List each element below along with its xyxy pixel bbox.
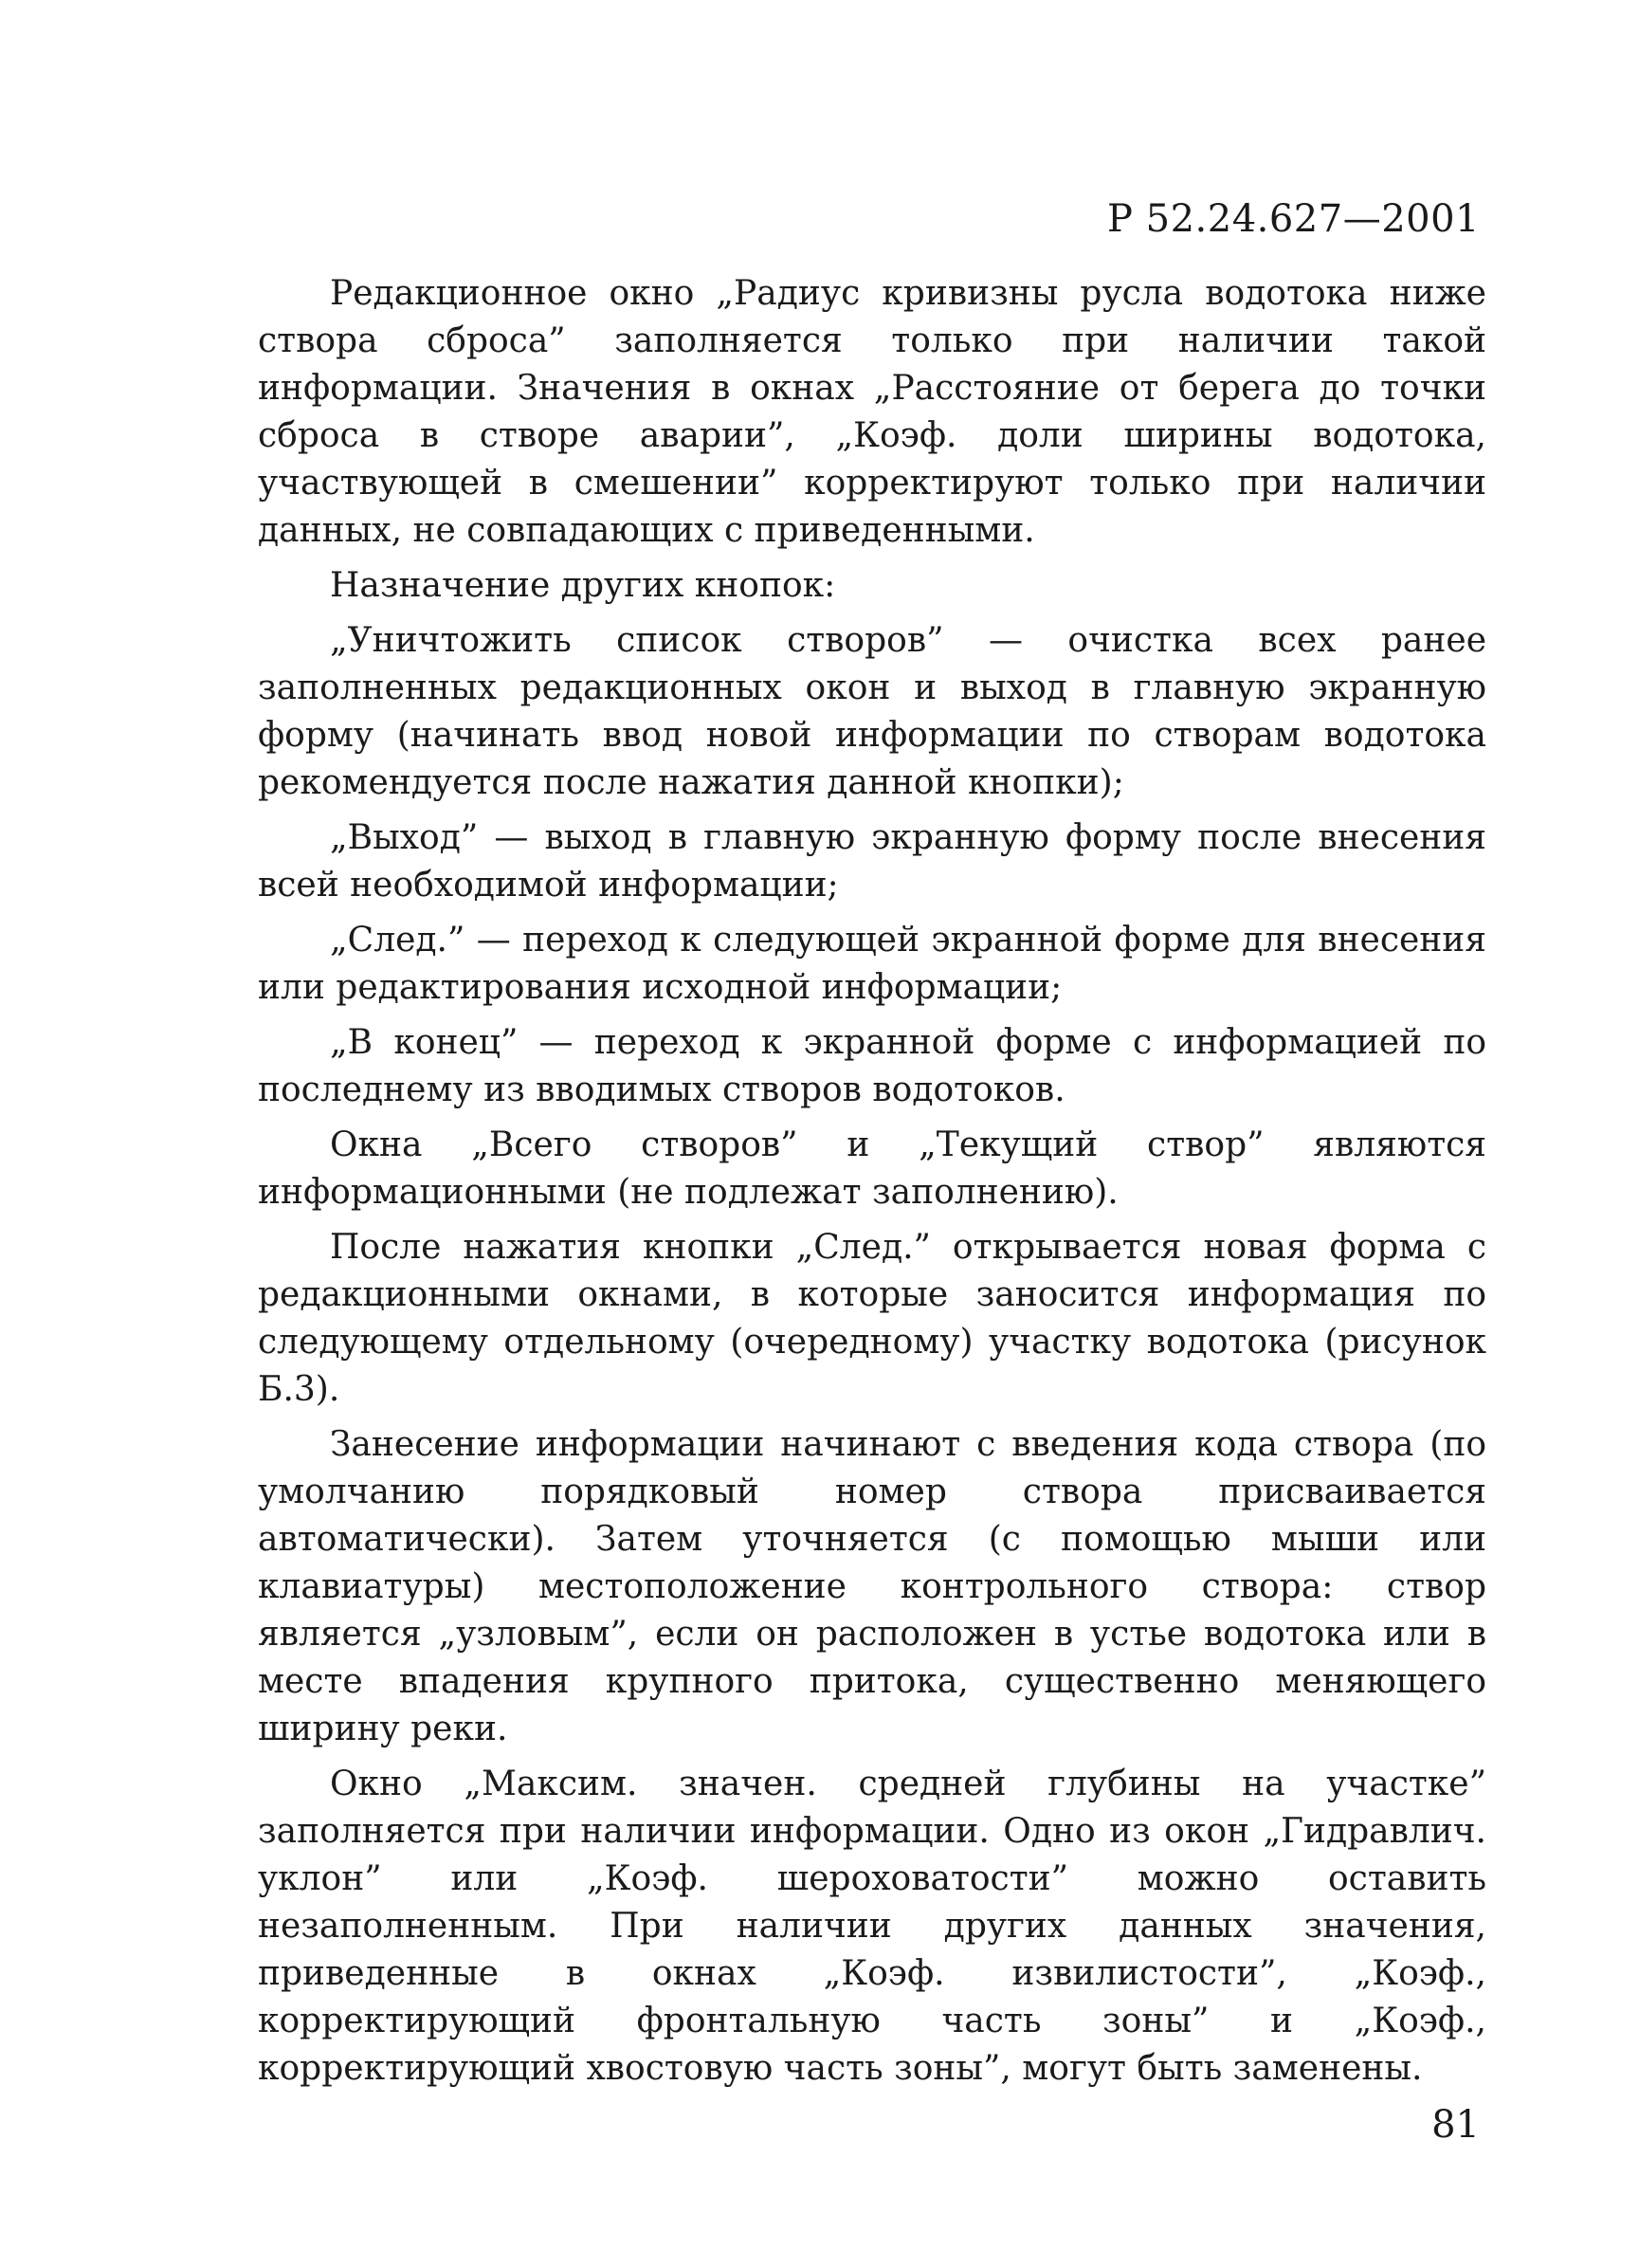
- paragraph: „Выход” — выход в главную экранную форму после внесения всей необходимой информации;: [258, 818, 1486, 905]
- page-number: 81: [1431, 2103, 1480, 2147]
- paragraph: Назначение других кнопок:: [330, 566, 836, 605]
- paragraph: Редакционное окно „Радиус кривизны русла водотока ниже створа сброса” заполняется только при наличии такой информации. Значения в окнах „Расстояние от берега до точки сброса в створе аварии”, „Коэф. доли ширины водотока, участвующей в смешении” корректируют только при наличии данных, не совпадающих с приведенными.: [258, 274, 1486, 550]
- paragraph: „Уничтожить список створов” — очистка всех ранее заполненных редакционных окон и выход в главную экранную форму (начинать ввод новой информации по створам водотока рекомендуется после нажатия данной кнопки);: [258, 621, 1486, 802]
- document-code: Р 52.24.627—2001: [1107, 197, 1480, 241]
- page-text: [258, 270, 1486, 2100]
- paragraph: Занесение информации начинают с введения кода створа (по умолчанию порядковый номер створа присваивается автоматически). Затем уточняется (с помощью мыши или клавиатуры) местоположение контрольного створа: створ является „узловым”, если он расположен в устье водотока или в месте впадения крупного притока, существенно меняющего ширину реки.: [258, 1425, 1486, 1748]
- paragraph: „След.” — переход к следующей экранной форме для внесения или редактирования исходной информации;: [258, 921, 1486, 1007]
- paragraph: После нажатия кнопки „След.” открывается новая форма с редакционными окнами, в которые заносится информация по следующему отдельному (очередному) участку водотока (рисунок Б.3).: [258, 1228, 1486, 1409]
- paragraph: „В конец” — переход к экранной форме с информацией по последнему из вводимых створов водотоков.: [258, 1023, 1486, 1109]
- paragraph: Окно „Максим. значен. средней глубины на участке” заполняется при наличии информации. Одно из окон „Гидравлич. уклон” или „Коэф. шероховатости” можно оставить незаполненным. При наличии других данных значения, приведенные в окнах „Коэф. извилистости”, „Коэф., корректирующий фронтальную часть зоны” и „Коэф., корректирующий хвостовую часть зоны”, могут быть заменены.: [258, 1765, 1486, 2088]
- paragraph: Окна „Всего створов” и „Текущий створ” являются информационными (не подлежат заполнению).: [258, 1125, 1486, 1212]
